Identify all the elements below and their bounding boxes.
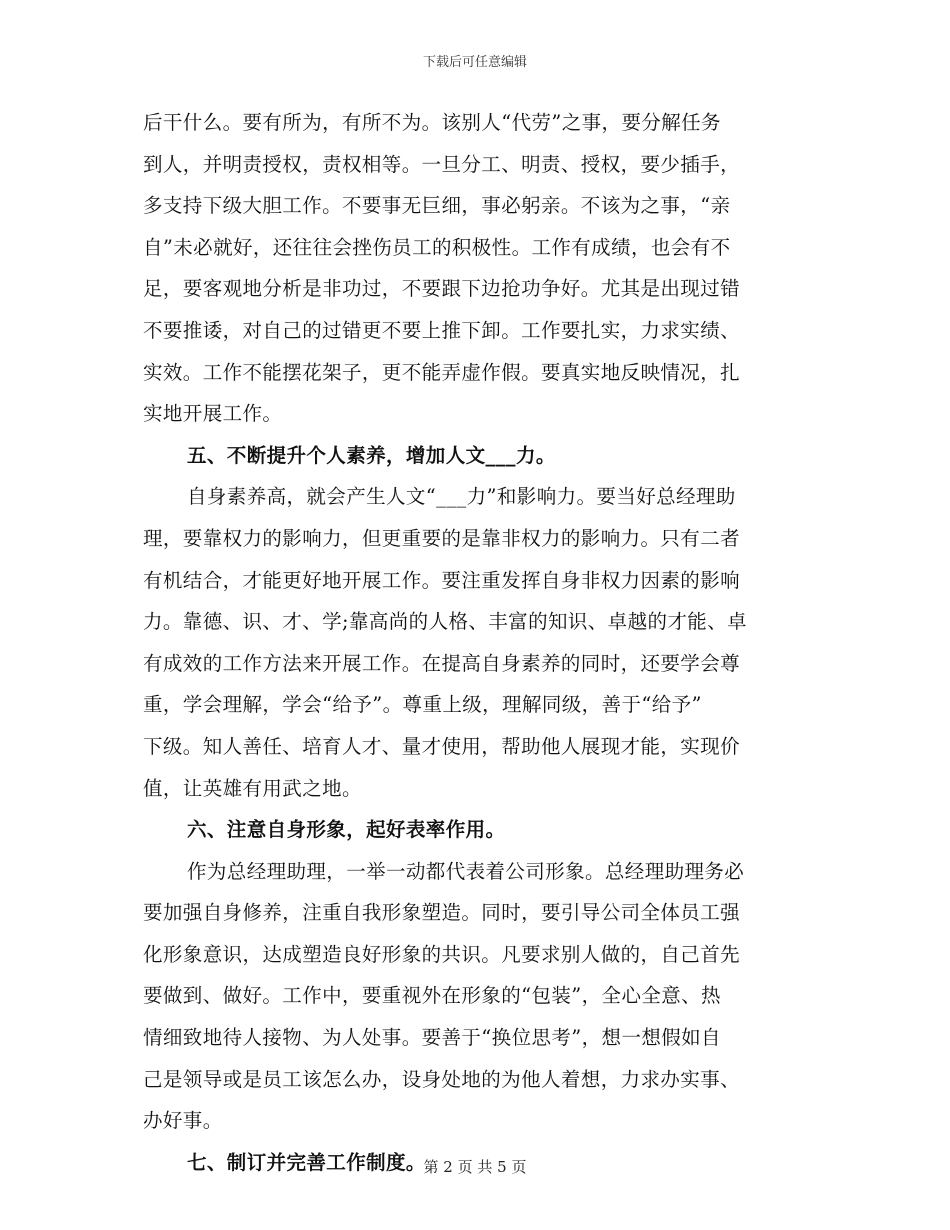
text-line: 要做到、做好。工作中，要重视外在形象的“包装”，全心全意、热	[143, 984, 721, 1008]
text-line: 情细致地待人接物、为人处事。要善于“换位思考”，想一想假如自	[143, 1026, 721, 1050]
text-line: 实效。工作不能摆花架子，更不能弄虚作假。要真实地反映情况，扎	[143, 360, 741, 384]
text-line: 不要推诿，对自己的过错更不要上推下卸。工作要扎实，力求实绩、	[143, 318, 741, 342]
text-line: 到人，并明责授权，责权相等。一旦分工、明责、授权，要少插手，	[143, 152, 741, 176]
text-line: 要加强自身修养，注重自我形象塑造。同时，要引导公司全体员工强	[143, 901, 741, 925]
text-line: 有机结合，才能更好地开展工作。要注重发挥自身非权力因素的影响	[143, 568, 741, 592]
text-line: 实地开展工作。	[143, 402, 283, 426]
text-line: 足，要客观地分析是非功过，不要跟下边抢功争好。尤其是出现过错	[143, 277, 741, 301]
text-line: 己是领导或是员工该怎么办，设身处地的为他人着想，力求办实事、	[143, 1067, 741, 1091]
text-line: 化形象意识，达成塑造良好形象的共识。凡要求别人做的，自己首先	[143, 942, 741, 966]
section-heading: 五、不断提升个人素养，增加人文___力。	[187, 443, 556, 467]
text-line: 自”未必就好，还往往会挫伤员工的积极性。工作有成绩，也会有不	[143, 235, 731, 259]
text-line: 力。靠德、识、才、学;靠高尚的人格、丰富的知识、卓越的才能、卓	[143, 610, 747, 634]
text-line: 多支持下级大胆工作。不要事无巨细，事必躬亲。不该为之事，“亲	[143, 194, 731, 218]
text-line: 下级。知人善任、培育人才、量才使用，帮助他人展现才能，实现价	[143, 734, 741, 758]
text-line: 后干什么。要有所为，有所不为。该别人“代劳”之事，要分解任务	[143, 111, 721, 134]
page-header: 下载后可任意编辑	[422, 55, 527, 70]
text-line: 重，学会理解，学会“给予”。尊重上级，理解同级，善于“给予”	[143, 693, 702, 717]
text-line: 值，让英雄有用武之地。	[143, 776, 362, 800]
paragraph-first-line: 作为总经理助理，一举一动都代表着公司形象。总经理助理务必	[187, 859, 745, 883]
text-line: 办好事。	[143, 1109, 223, 1133]
text-line: 有成效的工作方法来开展工作。在提高自身素养的同时，还要学会尊	[143, 651, 741, 675]
page-number: 第 2 页 共 5 页	[423, 1158, 527, 1176]
text-line: 理，要靠权力的影响力，但更重要的是靠非权力的影响力。只有二者	[143, 526, 741, 550]
section-heading: 六、注意自身形象，起好表率作用。	[187, 818, 506, 842]
document-body	[143, 102, 808, 1183]
section-heading: 七、制订并完善工作制度。	[187, 1150, 426, 1174]
paragraph-first-line: 自身素养高，就会产生人文“___力”和影响力。要当好总经理助	[187, 485, 736, 509]
